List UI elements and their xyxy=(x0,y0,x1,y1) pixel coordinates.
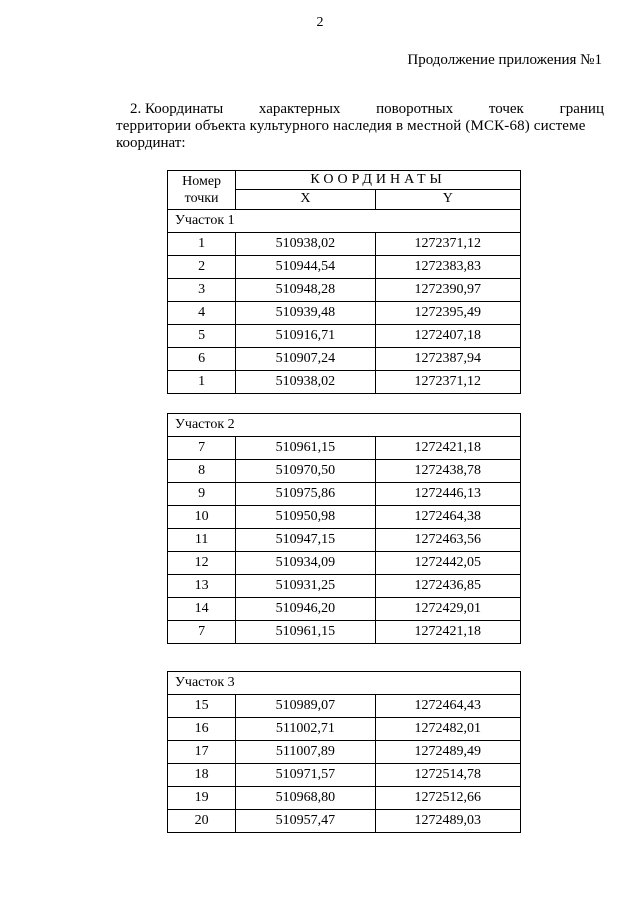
point-number-cell: 12 xyxy=(168,552,236,575)
paragraph-word: границ xyxy=(559,101,604,117)
paragraph-word: характерных xyxy=(258,101,341,117)
point-number-cell: 7 xyxy=(168,437,236,460)
point-number-header xyxy=(168,171,236,210)
table-row xyxy=(168,506,521,529)
point-number-cell: 19 xyxy=(168,787,236,810)
x-coordinate-cell: 510970,50 xyxy=(236,460,375,483)
y-coordinate-cell: 1272438,78 xyxy=(375,460,520,483)
section-title: Участок 2 xyxy=(168,414,521,437)
point-number-cell: 2 xyxy=(168,256,236,279)
x-coordinate-cell: 511007,89 xyxy=(236,741,375,764)
x-header: X xyxy=(236,189,375,209)
intro-paragraph xyxy=(118,101,604,152)
x-coordinate-cell: 510961,15 xyxy=(236,621,375,644)
point-number-cell: 13 xyxy=(168,575,236,598)
x-coordinate-cell: 510957,47 xyxy=(236,810,375,833)
point-number-cell: 16 xyxy=(168,718,236,741)
table-row xyxy=(168,718,521,741)
x-coordinate-cell: 510968,80 xyxy=(236,787,375,810)
coordinates-table-section-2 xyxy=(167,413,521,644)
point-number-cell: 18 xyxy=(168,764,236,787)
table-row xyxy=(168,810,521,833)
x-coordinate-cell: 510938,02 xyxy=(236,233,375,256)
paragraph-word: поворотных xyxy=(376,101,454,117)
y-coordinate-cell: 1272421,18 xyxy=(375,621,520,644)
paragraph-word: 2. Координаты xyxy=(130,101,224,117)
point-number-cell: 3 xyxy=(168,279,236,302)
y-coordinate-cell: 1272421,18 xyxy=(375,437,520,460)
point-number-cell: 5 xyxy=(168,325,236,348)
y-coordinate-cell: 1272371,12 xyxy=(375,233,520,256)
point-number-cell: 10 xyxy=(168,506,236,529)
x-coordinate-cell: 510989,07 xyxy=(236,695,375,718)
x-coordinate-cell: 510948,28 xyxy=(236,279,375,302)
y-coordinate-cell: 1272464,38 xyxy=(375,506,520,529)
point-number-cell: 17 xyxy=(168,741,236,764)
point-number-cell: 1 xyxy=(168,233,236,256)
table-row xyxy=(168,695,521,718)
x-coordinate-cell: 510916,71 xyxy=(236,325,375,348)
y-coordinate-cell: 1272387,94 xyxy=(375,348,520,371)
y-coordinate-cell: 1272482,01 xyxy=(375,718,520,741)
section-title: Участок 1 xyxy=(168,210,521,233)
x-coordinate-cell: 510950,98 xyxy=(236,506,375,529)
paragraph-line-1 xyxy=(118,101,604,118)
y-coordinate-cell: 1272463,56 xyxy=(375,529,520,552)
y-coordinate-cell: 1272436,85 xyxy=(375,575,520,598)
table-row xyxy=(168,460,521,483)
y-header: Y xyxy=(375,189,520,209)
point-number-cell: 7 xyxy=(168,621,236,644)
table-row xyxy=(168,325,521,348)
point-number-cell: 14 xyxy=(168,598,236,621)
section-title-row xyxy=(168,210,521,233)
y-coordinate-cell: 1272489,49 xyxy=(375,741,520,764)
point-number-cell: 8 xyxy=(168,460,236,483)
y-coordinate-cell: 1272442,05 xyxy=(375,552,520,575)
y-coordinate-cell: 1272390,97 xyxy=(375,279,520,302)
table-row xyxy=(168,621,521,644)
coordinates-table-section-1 xyxy=(167,170,521,394)
point-number-cell: 1 xyxy=(168,371,236,394)
section-title-row xyxy=(168,672,521,695)
table-row xyxy=(168,302,521,325)
y-coordinate-cell: 1272464,43 xyxy=(375,695,520,718)
table-row xyxy=(168,741,521,764)
point-number-header-line-2: точки xyxy=(184,191,219,206)
x-coordinate-cell: 510934,09 xyxy=(236,552,375,575)
table-row xyxy=(168,483,521,506)
point-number-cell: 11 xyxy=(168,529,236,552)
x-coordinate-cell: 510946,20 xyxy=(236,598,375,621)
table-row xyxy=(168,348,521,371)
y-coordinate-cell: 1272429,01 xyxy=(375,598,520,621)
x-coordinate-cell: 511002,71 xyxy=(236,718,375,741)
table-row xyxy=(168,371,521,394)
point-number-cell: 4 xyxy=(168,302,236,325)
point-number-cell: 15 xyxy=(168,695,236,718)
table-row xyxy=(168,233,521,256)
table-row xyxy=(168,787,521,810)
x-coordinate-cell: 510944,54 xyxy=(236,256,375,279)
point-number-cell: 6 xyxy=(168,348,236,371)
table-row xyxy=(168,437,521,460)
appendix-title: Продолжение приложения №1 xyxy=(407,52,602,68)
coordinates-table-section-3 xyxy=(167,671,521,833)
x-coordinate-cell: 510971,57 xyxy=(236,764,375,787)
y-coordinate-cell: 1272371,12 xyxy=(375,371,520,394)
y-coordinate-cell: 1272512,66 xyxy=(375,787,520,810)
table-row xyxy=(168,764,521,787)
table-row xyxy=(168,575,521,598)
section-title-row xyxy=(168,414,521,437)
x-coordinate-cell: 510939,48 xyxy=(236,302,375,325)
x-coordinate-cell: 510938,02 xyxy=(236,371,375,394)
y-coordinate-cell: 1272514,78 xyxy=(375,764,520,787)
paragraph-line-3: координат: xyxy=(116,135,186,151)
paragraph-line-2: территории объекта культурного наследия в местной (МСК-68) системе xyxy=(116,118,586,134)
coordinates-header: КООРДИНАТЫ xyxy=(236,171,521,190)
table-row xyxy=(168,279,521,302)
table-row xyxy=(168,552,521,575)
y-coordinate-cell: 1272446,13 xyxy=(375,483,520,506)
section-title: Участок 3 xyxy=(168,672,521,695)
table-row xyxy=(168,529,521,552)
paragraph-word: точек xyxy=(488,101,524,117)
y-coordinate-cell: 1272489,03 xyxy=(375,810,520,833)
y-coordinate-cell: 1272407,18 xyxy=(375,325,520,348)
point-number-cell: 9 xyxy=(168,483,236,506)
x-coordinate-cell: 510931,25 xyxy=(236,575,375,598)
point-number-cell: 20 xyxy=(168,810,236,833)
table-row xyxy=(168,256,521,279)
y-coordinate-cell: 1272395,49 xyxy=(375,302,520,325)
page-number: 2 xyxy=(316,15,324,30)
y-coordinate-cell: 1272383,83 xyxy=(375,256,520,279)
x-coordinate-cell: 510975,86 xyxy=(236,483,375,506)
point-number-header-line-1: Номер xyxy=(182,174,222,189)
x-coordinate-cell: 510907,24 xyxy=(236,348,375,371)
x-coordinate-cell: 510961,15 xyxy=(236,437,375,460)
x-coordinate-cell: 510947,15 xyxy=(236,529,375,552)
table-row xyxy=(168,598,521,621)
